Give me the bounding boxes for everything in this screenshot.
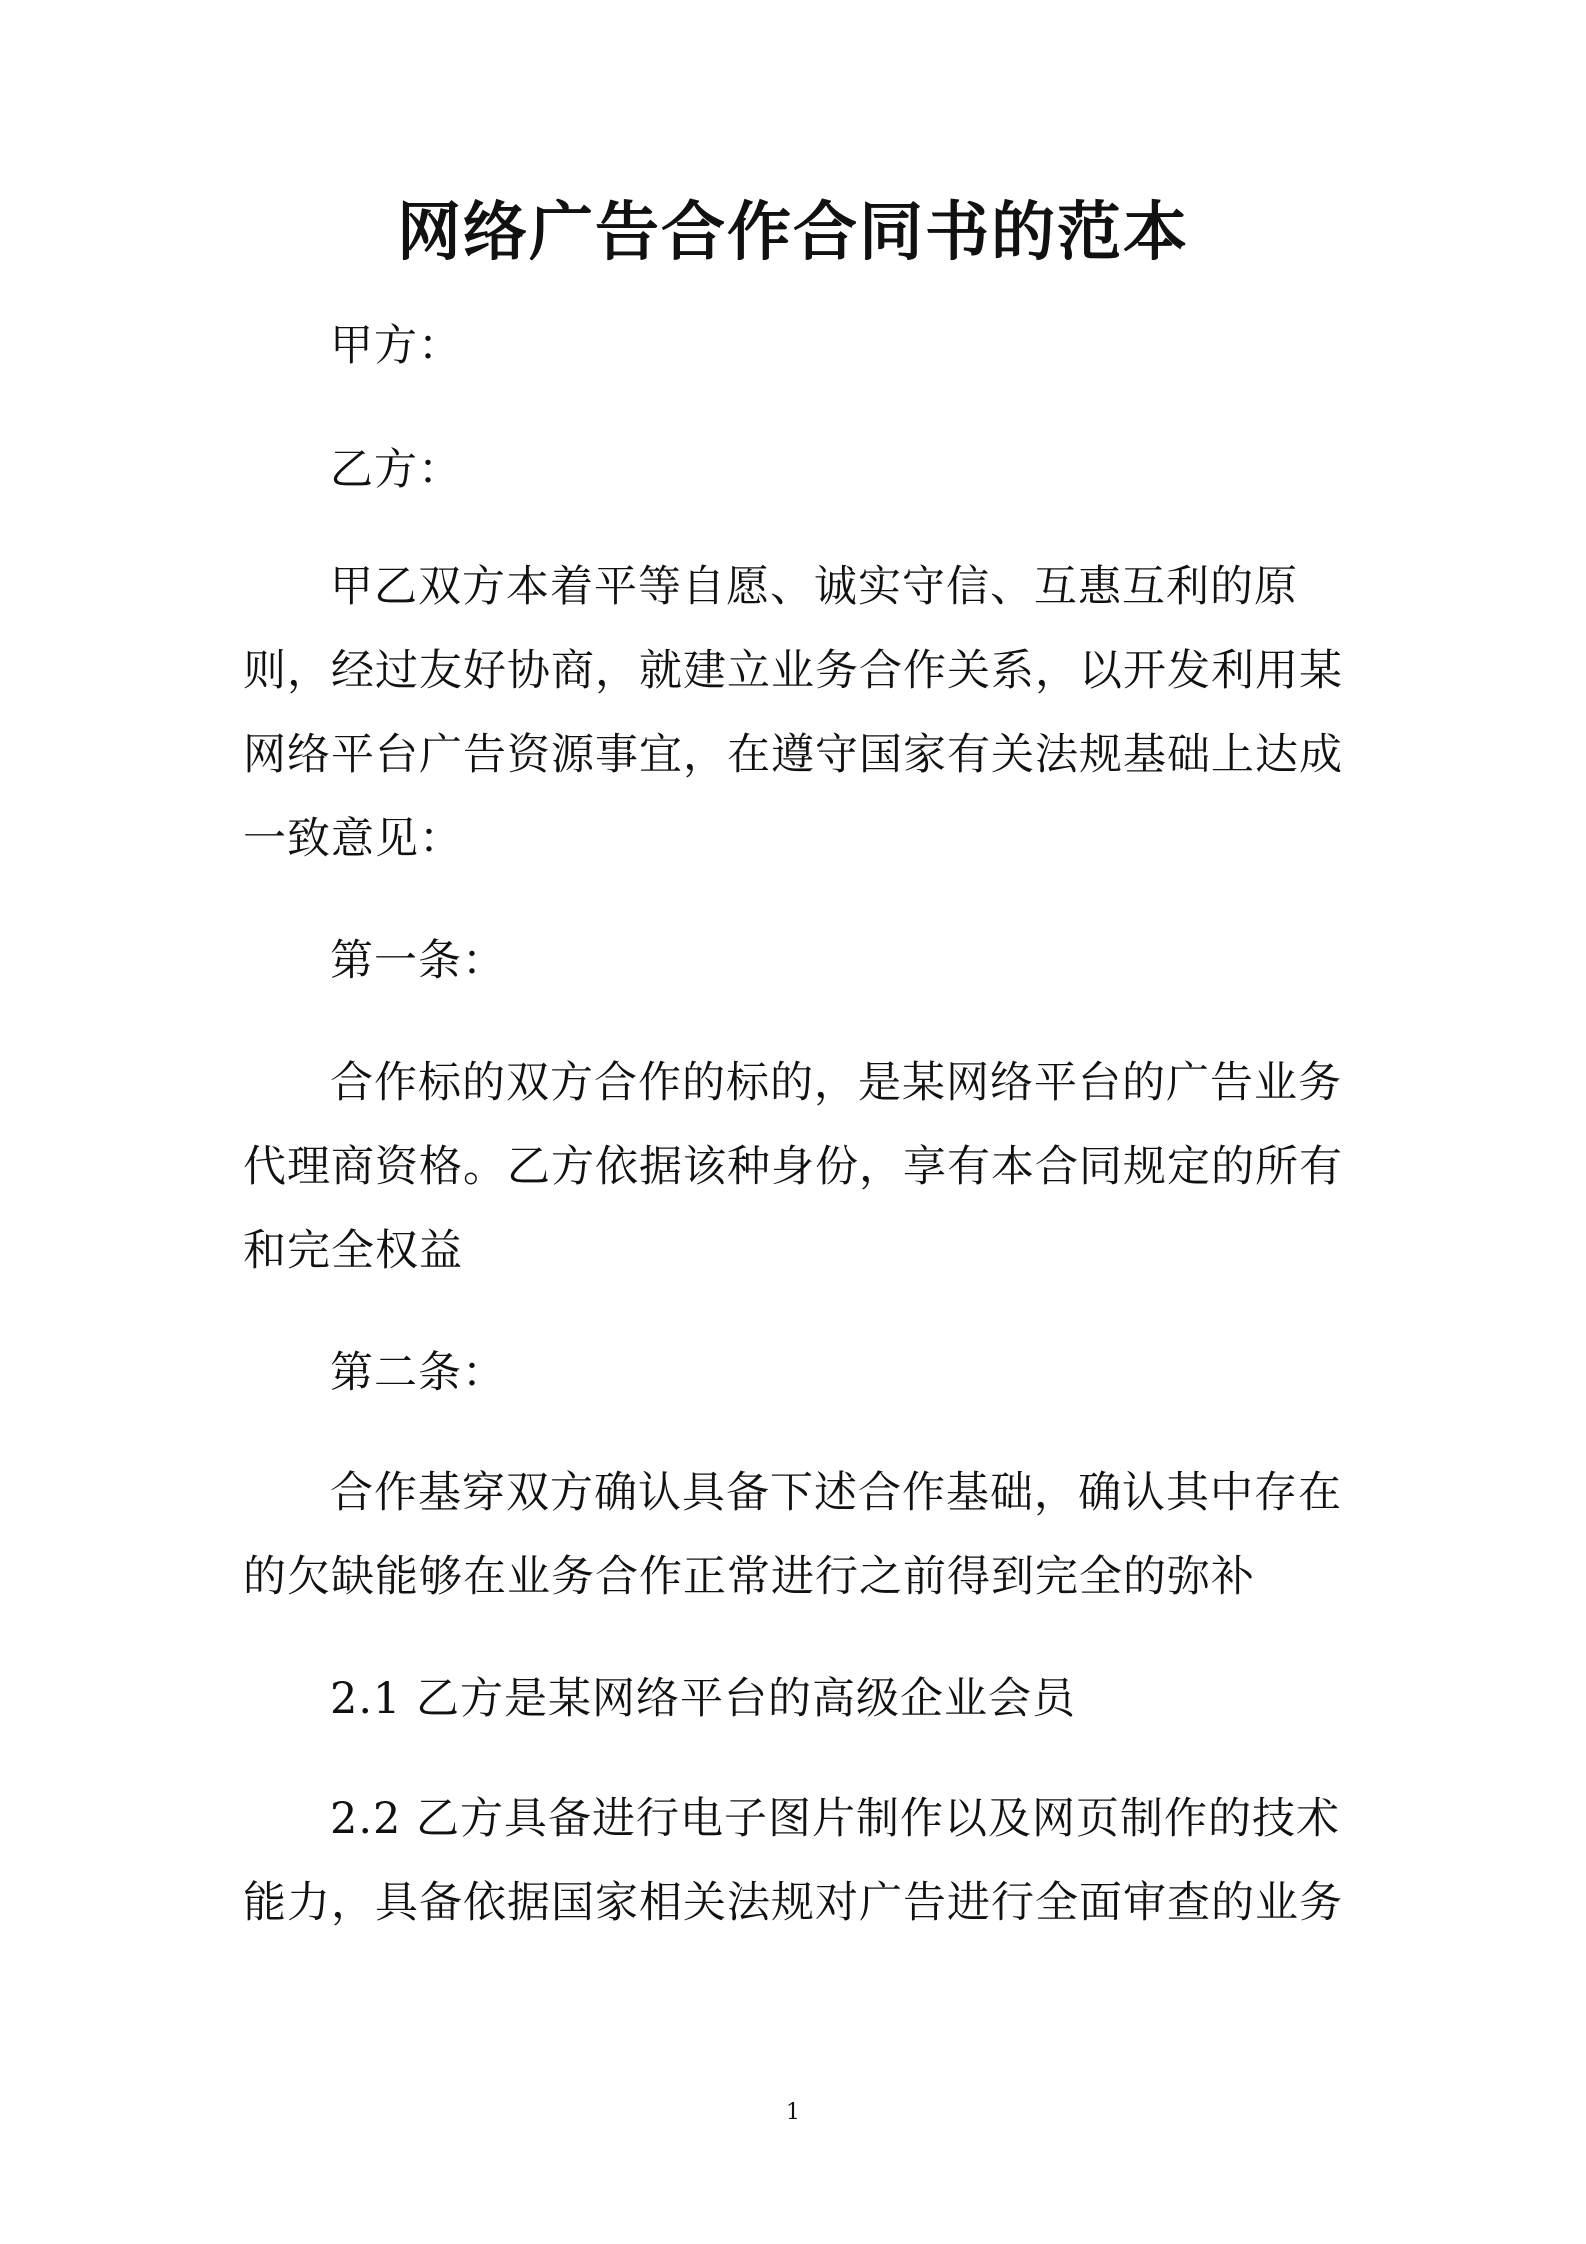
article-2-line: 合作基穿双方确认具备下述合作基础，确认其中存在: [330, 1468, 1342, 1518]
article-1-line: 代理商资格。乙方依据该种身份，享有本合同规定的所有: [243, 1142, 1343, 1192]
party-a-label: 甲方：: [330, 321, 462, 371]
clause-2-2-line: 2.2 乙方具备进行电子图片制作以及网页制作的技术: [330, 1794, 1341, 1844]
article-2-line: 的欠缺能够在业务合作正常进行之前得到完全的弥补: [243, 1552, 1255, 1602]
clause-2-2-line: 能力，具备依据国家相关法规对广告进行全面审查的业务: [243, 1878, 1343, 1928]
article-1-heading: 第一条：: [330, 936, 506, 986]
clause-2-1: 2.1 乙方是某网络平台的高级企业会员: [330, 1674, 1077, 1724]
document-title: 网络广告合作合同书的范本: [397, 195, 1189, 270]
party-b-label: 乙方：: [330, 445, 462, 495]
article-1-line: 和完全权益: [243, 1226, 463, 1276]
intro-line: 甲乙双方本着平等自愿、诚实守信、互惠互利的原: [330, 562, 1298, 612]
article-2-heading: 第二条：: [330, 1348, 506, 1398]
article-1-line: 合作标的双方合作的标的，是某网络平台的广告业务: [330, 1058, 1342, 1108]
page-number: 1: [786, 2100, 800, 2125]
intro-line: 则，经过友好协商，就建立业务合作关系，以开发利用某: [243, 646, 1343, 696]
intro-line: 网络平台广告资源事宜，在遵守国家有关法规基础上达成: [243, 730, 1343, 780]
intro-line: 一致意见：: [243, 814, 463, 864]
